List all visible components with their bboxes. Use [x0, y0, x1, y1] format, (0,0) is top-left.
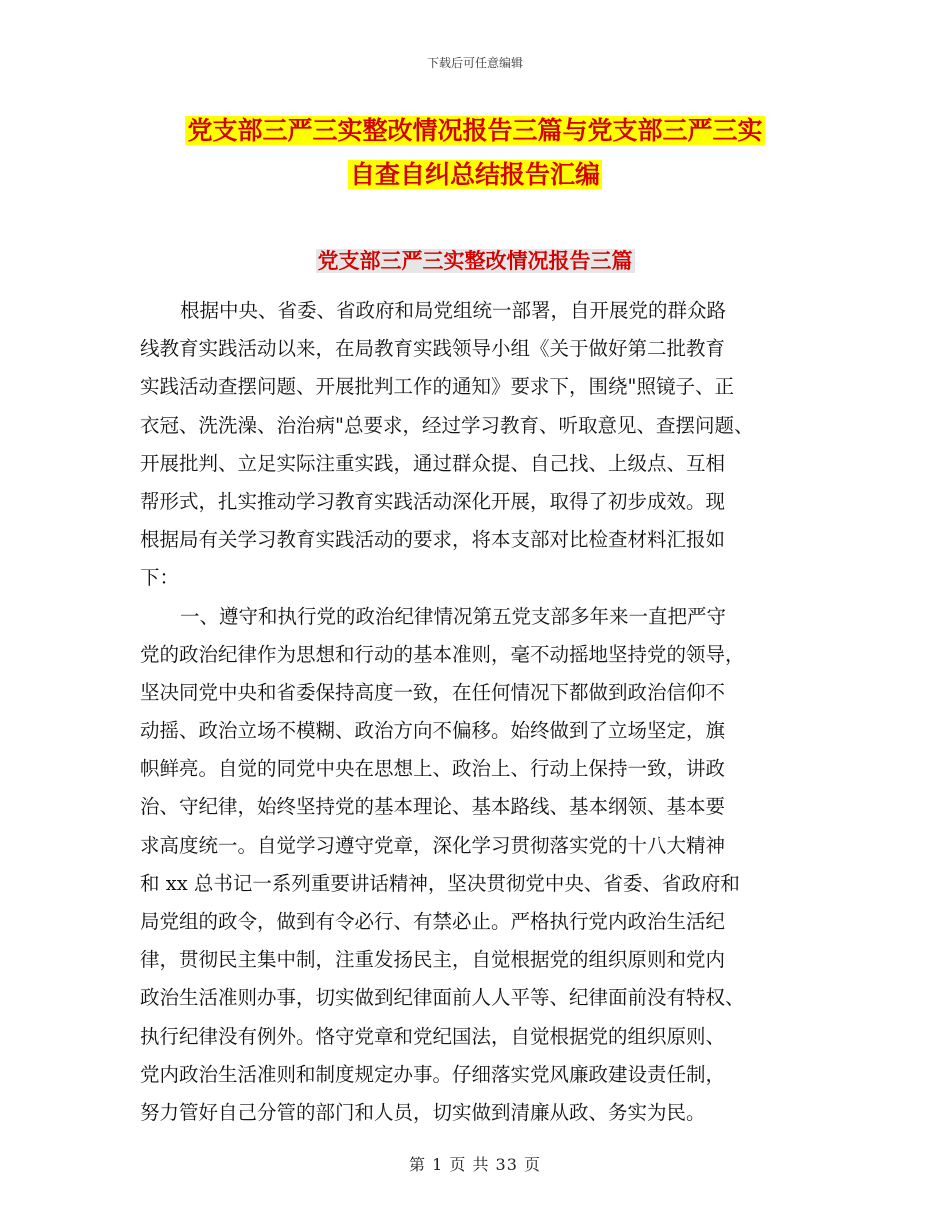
paragraph-line: 帜鲜亮。自觉的同党中央在思想上、政治上、行动上保持一致，讲政 [140, 757, 726, 781]
paragraph-line: 线教育实践活动以来，在局教育实践领导小组《关于做好第二批教育 [140, 337, 726, 361]
paragraph-line: 一、遵守和执行党的政治纪律情况第五党支部多年来一直把严守 [180, 604, 727, 628]
title-line-2-text: 自查自纠总结报告汇编 [349, 160, 600, 189]
paragraph-line: 根据局有关学习教育实践活动的要求，将本支部对比检查材料汇报如 [140, 528, 726, 552]
paragraph-line: 求高度统一。自觉学习遵守党章，深化学习贯彻落实党的十八大精神 [140, 833, 726, 857]
header-note: 下载后可任意编辑 [426, 56, 523, 70]
paragraph-line: 治、守纪律，始终坚持党的基本理论、基本路线、基本纲领、基本要 [140, 795, 726, 819]
document-title-line-1 [0, 114, 950, 148]
paragraph-line: 政治生活准则办事，切实做到纪律面前人人平等、纪律面前没有特权、 [140, 986, 745, 1010]
paragraph-line: 衣冠、洗洗澡、治治病"总要求，经过学习教育、听取意见、查摆问题、 [140, 413, 754, 437]
paragraph-line: 动摇、政治立场不模糊、政治方向不偏移。始终做到了立场坚定，旗 [140, 719, 726, 743]
title-line-1-text: 党支部三严三实整改情况报告三篇与党支部三严三实 [187, 116, 763, 145]
paragraph-line: 律，贯彻民主集中制，注重发扬民主，自觉根据党的组织原则和党内 [140, 948, 726, 972]
document-title-line-2 [0, 158, 950, 192]
section-title [0, 246, 950, 276]
paragraph-line: 和 xx 总书记一系列重要讲话精神，坚决贯彻党中央、省委、省政府和 [140, 871, 740, 895]
paragraph-line: 实践活动查摆问题、开展批判工作的通知》要求下，围绕"照镜子、正 [140, 375, 734, 399]
paragraph-line: 开展批判、立足实际注重实践，通过群众提、自己找、上级点、互相 [140, 451, 726, 475]
paragraph-line: 根据中央、省委、省政府和局党组统一部署，自开展党的群众路 [180, 299, 727, 322]
section-title-text: 党支部三严三实整改情况报告三篇 [317, 249, 633, 273]
paragraph-line: 党的政治纪律作为思想和行动的基本准则，毫不动摇地坚持党的领导， [140, 642, 745, 666]
paragraph-line: 坚决同党中央和省委保持高度一致，在任何情况下都做到政治信仰不 [140, 680, 726, 704]
paragraph-line: 执行纪律没有例外。恪守党章和党纪国法，自觉根据党的组织原则、 [140, 1024, 726, 1048]
body-text [140, 292, 840, 1132]
paragraph-line: 局党组的政令，做到有令必行、有禁必止。严格执行党内政治生活纪 [140, 910, 726, 933]
paragraph-line: 帮形式，扎实推动学习教育实践活动深化开展，取得了初步成效。现 [140, 489, 726, 513]
paragraph-line: 党内政治生活准则和制度规定办事。仔细落实党风廉政建设责任制， [140, 1062, 726, 1086]
paragraph-line: 努力管好自己分管的部门和人员，切实做到清廉从政、务实为民。 [140, 1100, 706, 1124]
paragraph-line: 下： [140, 566, 180, 590]
page-number-footer: 第 1 页 共 33 页 [409, 1155, 541, 1174]
